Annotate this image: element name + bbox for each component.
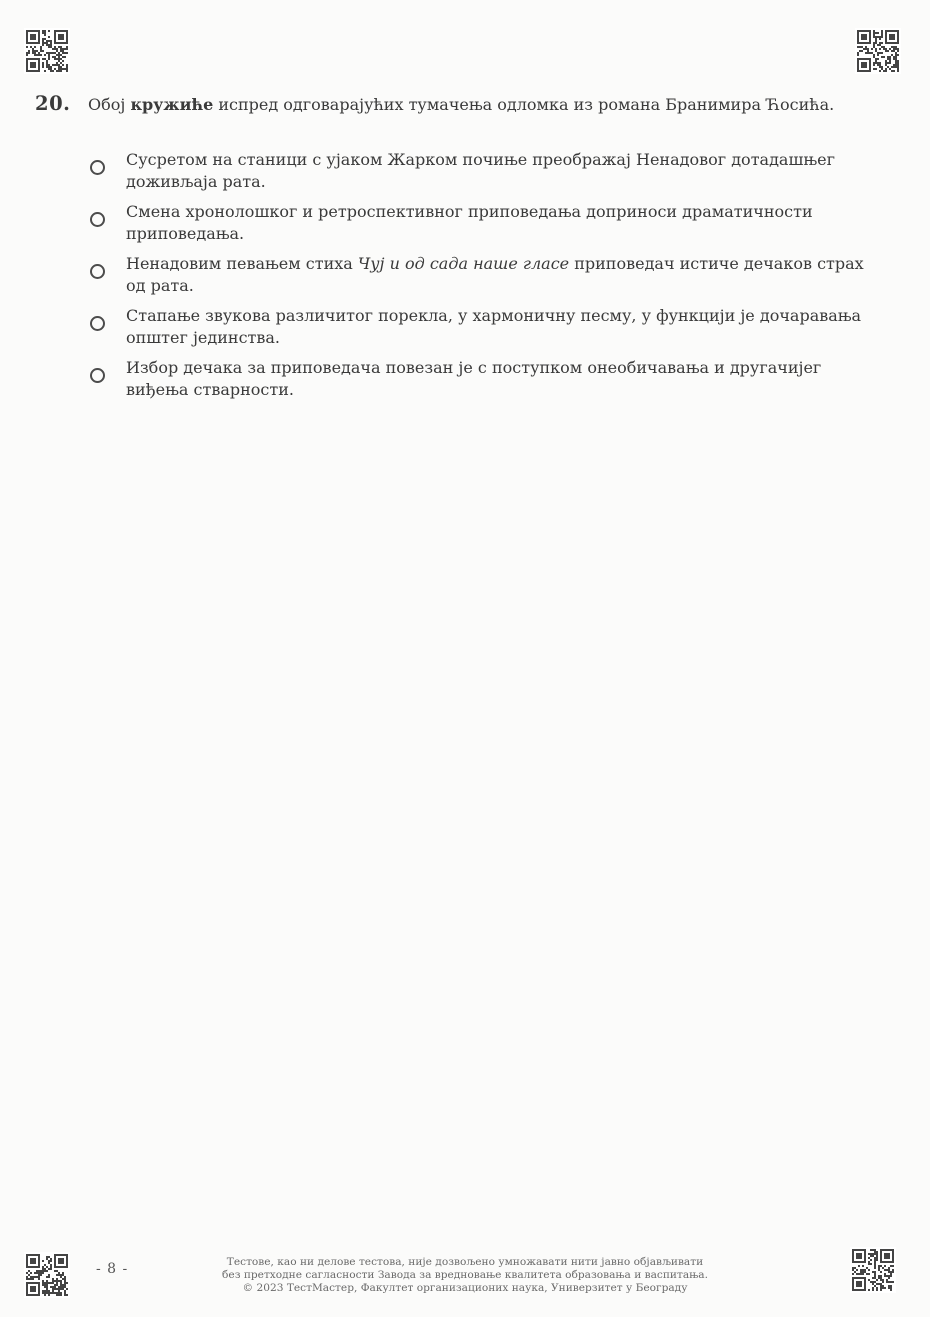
footer-line-1: Тестове, као ни делове тестова, није дозвољено умножавати нити јавно објављивати (226, 1256, 704, 1268)
answer-circle-2[interactable] (90, 212, 105, 227)
answer-option-2 (90, 201, 880, 244)
answer-circle-1[interactable] (90, 160, 105, 175)
answer-option-3-verse-quote: Чуј и од сада наше гласе (357, 254, 570, 273)
question-number: 20. (35, 92, 71, 115)
question-prompt-bold: кружиће (130, 95, 214, 114)
footer-line-2: без претходне сагласности Завода за вредновање квалитета образовања и васпитања. (222, 1269, 708, 1282)
qr-code-top-right (855, 28, 901, 74)
question-prompt-post: испред одговарајућих тумачења одломка из романа Бранимира Ћосића. (213, 95, 835, 114)
answer-circle-5[interactable] (90, 368, 105, 383)
answer-circle-3[interactable] (90, 264, 105, 279)
page-number: - 8 - (96, 1261, 129, 1277)
answer-option-3-pre: Ненадовим певањем стиха (126, 254, 358, 273)
answer-option-4-label: Стапање звукова различитог порекла, у хармоничну песму, у функцији је дочаравања општег јединства. (126, 306, 862, 347)
answer-options (90, 149, 880, 400)
answer-option-5-label: Избор дечака за приповедача повезан је с поступком онеобичавања и другачијег виђења стварности. (126, 358, 822, 399)
answer-option-3 (90, 253, 880, 296)
question-prompt (88, 93, 834, 116)
answer-circle-4[interactable] (90, 316, 105, 331)
answer-option-2-label: Смена хронолошког и ретроспективног приповедања доприноси драматичности приповедања. (126, 202, 813, 243)
qr-code-top-left (24, 28, 70, 74)
question-prompt-pre: Обој (88, 95, 131, 114)
answer-option-5 (90, 357, 880, 400)
answer-option-1-label: Сусретом на станици с ујаком Жарком почиње преображај Ненадовог дотадашњег доживљаја рата. (126, 150, 835, 191)
footer-copyright (0, 1256, 930, 1296)
answer-option-1 (90, 149, 880, 192)
answer-option-4 (90, 305, 880, 348)
answer-option-3-label (126, 253, 871, 296)
question-block (35, 93, 900, 116)
footer-line-3: © 2023 ТестМастер, Факултет организационих наука, Универзитет у Београду (242, 1282, 688, 1295)
answer-option-3-post: приповедач истиче дечаков страх од рата. (126, 254, 864, 295)
